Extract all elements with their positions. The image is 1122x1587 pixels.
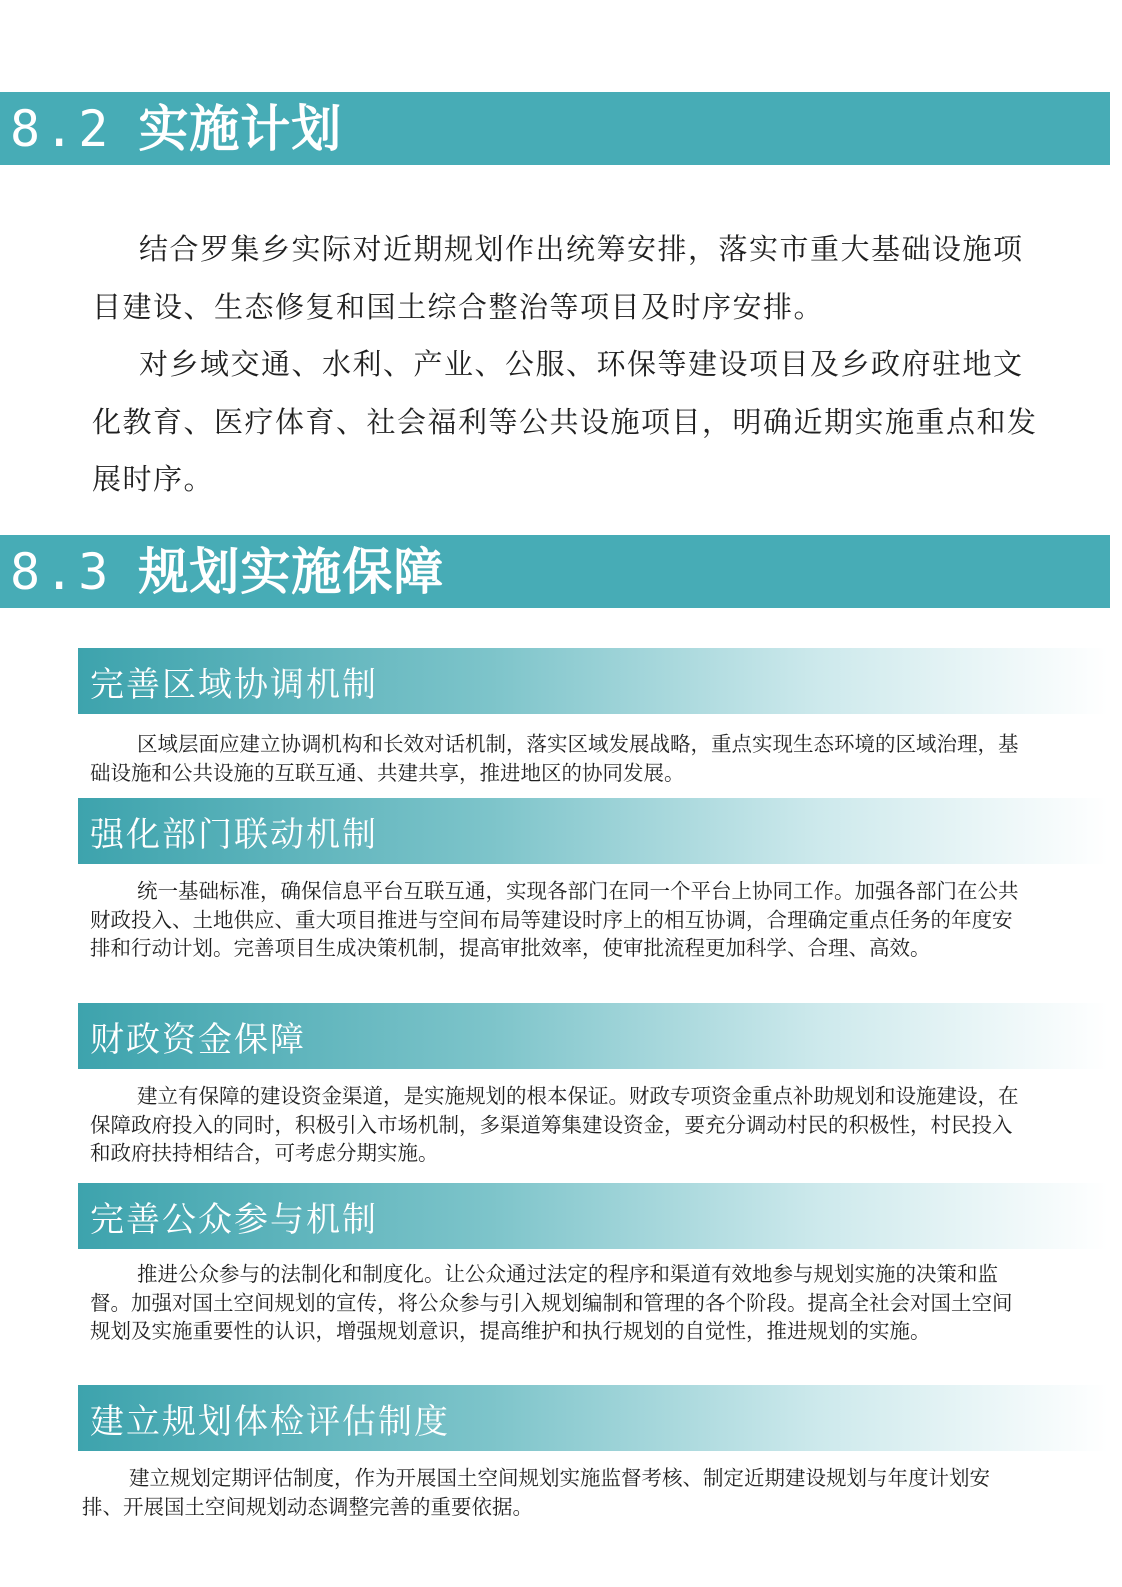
subsection-heading-public-participation — [78, 1183, 1108, 1249]
section-heading-8-2 — [0, 92, 1110, 165]
section-number: 8.3 — [10, 542, 113, 601]
section-title: 实施计划 — [138, 99, 343, 158]
subsection-heading-regional-coordination — [78, 648, 1108, 714]
section-heading-8-3 — [0, 535, 1110, 608]
subsection-title: 完善区域协调机制 — [90, 664, 378, 705]
subsection-body-department-linkage: 统一基础标准，确保信息平台互联互通，实现各部门在同一个平台上协同工作。加强各部门在公共财政投入、土地供应、重大项目推进与空间布局等建设时序上的相互协调，合理确定重点任务的年度安排和行动计划。完善项目生成决策机制，提高审批效率，使审批流程更加科学、合理、高效。 — [90, 879, 1019, 960]
subsection-title: 强化部门联动机制 — [90, 814, 378, 855]
subsection-title: 完善公众参与机制 — [90, 1199, 378, 1240]
subsection-title: 财政资金保障 — [90, 1019, 306, 1060]
subsection-heading-fiscal-funding — [78, 1003, 1108, 1069]
implementation-plan-paragraph-1: 结合罗集乡实际对近期规划作出统筹安排，落实市重大基础设施项目建设、生态修复和国土综合整治等项目及时序安排。 — [92, 232, 1024, 324]
subsection-body-regional-coordination: 区域层面应建立协调机构和长效对话机制，落实区域发展战略，重点实现生态环境的区域治理，基础设施和公共设施的互联互通、共建共享，推进地区的协同发展。 — [90, 732, 1019, 785]
subsection-heading-plan-evaluation — [78, 1385, 1108, 1451]
section-number: 8.2 — [10, 99, 113, 158]
subsection-title: 建立规划体检评估制度 — [90, 1401, 450, 1442]
section-title: 规划实施保障 — [138, 542, 445, 601]
subsection-heading-department-linkage — [78, 798, 1108, 864]
subsection-body-fiscal-funding: 建立有保障的建设资金渠道，是实施规划的根本保证。财政专项资金重点补助规划和设施建设，在保障政府投入的同时，积极引入市场机制，多渠道筹集建设资金，要充分调动村民的积极性，村民投入和政府扶持相结合，可考虑分期实施。 — [90, 1084, 1019, 1165]
subsection-body-public-participation: 推进公众参与的法制化和制度化。让公众通过法定的程序和渠道有效地参与规划实施的决策和监督。加强对国土空间规划的宣传，将公众参与引入规划编制和管理的各个阶段。提高全社会对国土空间规划及实施重要性的认识，增强规划意识，提高维护和执行规划的自觉性，推进规划的实施。 — [90, 1262, 1013, 1343]
implementation-plan-paragraph-2: 对乡域交通、水利、产业、公服、环保等建设项目及乡政府驻地文化教育、医疗体育、社会福利等公共设施项目，明确近期实施重点和发展时序。 — [92, 347, 1038, 496]
subsection-body-plan-evaluation: 建立规划定期评估制度，作为开展国土空间规划实施监督考核、制定近期建设规划与年度计划安排、开展国土空间规划动态调整完善的重要依据。 — [82, 1466, 990, 1519]
